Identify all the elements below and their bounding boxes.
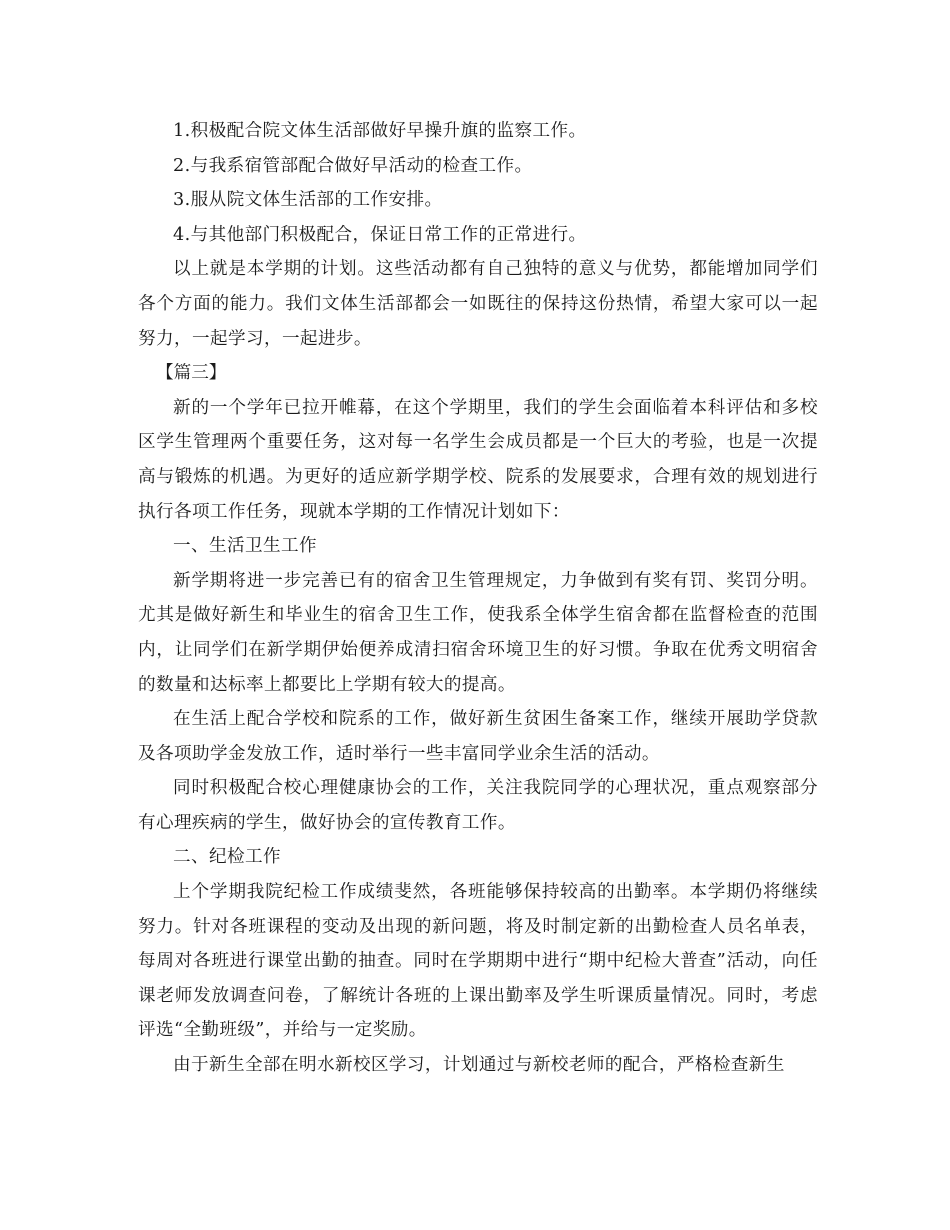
intro-paragraph: 新的一个学年已拉开帷幕，在这个学期里，我们的学生会面临着本科评估和多校区学生管理两个重要任务，这对每一名学生会成员都是一个巨大的考验，也是一次提高与锻炼的机遇。为更好的适应新学期学校、院系的发展要求，合理有效的规划进行执行各项工作任务，现就本学期的工作情况计划如下：: [138, 397, 818, 522]
subheading-living-hygiene: 一、生活卫生工作: [173, 536, 317, 557]
mental-health-paragraph: 同时积极配合校心理健康协会的工作，关注我院同学的心理状况，重点观察部分有心理疾病的学生，做好协会的宣传教育工作。: [138, 778, 818, 833]
hygiene-paragraph: 新学期将进一步完善已有的宿舍卫生管理规定，力争做到有奖有罚、奖罚分明。尤其是做好新生和毕业生的宿舍卫生工作，使我系全体学生宿舍都在监督检查的范围内，让同学们在新学期伊始便养成清扫宿舍环境卫生的好习惯。争取在优秀文明宿舍的数量和达标率上都要比上学期有较大的提高。: [138, 570, 818, 695]
list-item-2: 2.与我系宿管部配合做好早活动的检查工作。: [173, 155, 533, 176]
student-aid-paragraph: 在生活上配合学校和院系的工作，做好新生贫困生备案工作，继续开展助学贷款及各项助学金发放工作，适时举行一些丰富同学业余生活的活动。: [138, 709, 818, 764]
new-campus-paragraph: 由于新生全部在明水新校区学习，计划通过与新校老师的配合，严格检查新生: [173, 1055, 785, 1076]
list-item-4: 4.与其他部门积极配合，保证日常工作的正常进行。: [173, 224, 587, 245]
document-body: [138, 114, 818, 1083]
subheading-discipline: 二、纪检工作: [173, 847, 281, 868]
section-heading-part-three: 【篇三】: [156, 363, 227, 384]
discipline-paragraph: 上个学期我院纪检工作成绩斐然，各班能够保持较高的出勤率。本学期仍将继续努力。针对各班课程的变动及出现的新问题，将及时制定新的出勤检查人员名单表，每周对各班进行课堂出勤的抽查。同时在学期期中进行“期中纪检大普查”活动，向任课老师发放调查问卷，了解统计各班的上课出勤率及学生听课质量情况。同时，考虑评选“全勤班级”，并给与一定奖励。: [138, 882, 818, 1041]
summary-paragraph: 以上就是本学期的计划。这些活动都有自己独特的意义与优势，都能增加同学们各个方面的能力。我们文体生活部都会一如既往的保持这份热情，希望大家可以一起努力，一起学习，一起进步。: [138, 259, 818, 349]
list-item-3: 3.服从院文体生活部的工作安排。: [173, 190, 443, 211]
list-item-1: 1.积极配合院文体生活部做好早操升旗的监察工作。: [173, 121, 587, 141]
